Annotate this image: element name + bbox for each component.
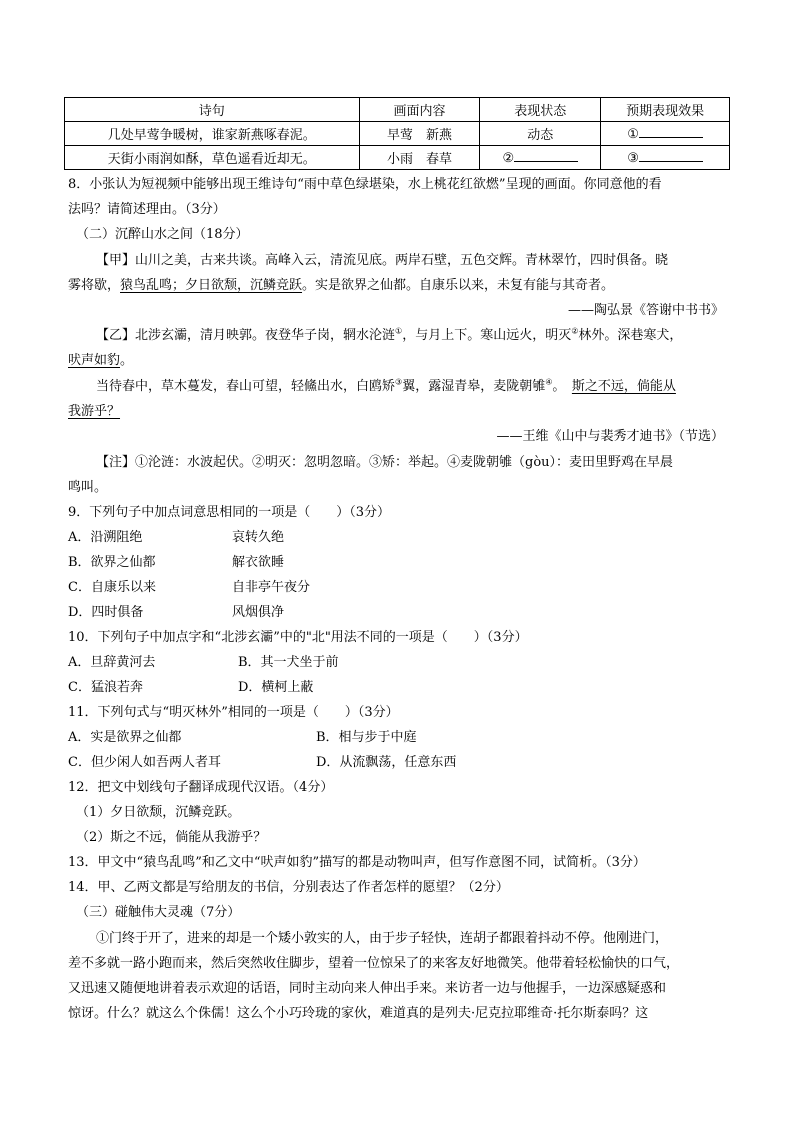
section-2-title: （二）沉醉山水之间（18分） xyxy=(76,227,249,242)
option-pair-text: 风烟俱净 xyxy=(232,605,285,620)
option-c[interactable]: C．但少闲人如吾两人者耳 xyxy=(68,755,221,770)
poem-table xyxy=(64,97,730,170)
footnote-marker: ① xyxy=(395,326,403,336)
passage-jia-source: ——陶弘景《答谢中书书》 xyxy=(567,303,724,318)
question-9-stem: 9．下列句子中加点词意思相同的一项是（ ）（3分） xyxy=(68,505,391,520)
table-header-cell: 诗句 xyxy=(65,98,360,122)
question-13: 13．甲文中“猿鸟乱鸣”和乙文中“吠声如豹”描写的都是动物叫声，但写作意图不同，试简析。（3分） xyxy=(68,855,646,870)
note-line-1: 【注】①沦涟：水波起伏。②明灭：忽明忽暗。③矫：举起。④麦陇朝雊（gòu）：麦田里野鸡在早晨 xyxy=(96,455,674,470)
question-14: 14．甲、乙两文都是写给朋友的书信，分别表达了作者怎样的愿望？（2分） xyxy=(68,880,509,895)
table-cell-blank[interactable] xyxy=(601,146,730,170)
option-c[interactable]: C．猛浪若奔 xyxy=(68,680,143,695)
passage-yi-line-2 xyxy=(68,351,133,371)
text-span: 林外。深巷寒犬， xyxy=(578,328,683,343)
question-11-stem: 11．下列句式与“明灭林外”相同的一项是（ ）（3分） xyxy=(68,705,399,720)
option-pair-text: 自非亭午夜分 xyxy=(232,580,311,595)
question-11-options-row-1 xyxy=(68,728,417,748)
answer-blank[interactable] xyxy=(639,149,703,162)
question-10-options-row-1 xyxy=(68,653,339,673)
text-span: 。 xyxy=(120,353,134,368)
underlined-sentence: 猿鸟乱鸣；夕日欲颓，沉鳞竞跃 xyxy=(120,278,303,293)
table-cell: 早莺 新燕 xyxy=(359,122,480,146)
passage-jia-line-2 xyxy=(68,276,614,296)
blank-number: ① xyxy=(627,127,639,142)
question-11-options-row-2 xyxy=(68,753,457,773)
answer-blank[interactable] xyxy=(639,125,703,138)
passage-yi-source: ——王维《山中与裴秀才迪书》（节选） xyxy=(496,429,724,444)
question-10-options-row-2 xyxy=(68,678,314,698)
question-9-option-c[interactable] xyxy=(68,578,311,598)
passage-paragraph-line-2: 差不多就一路小跑而来，然后突然收住脚步，望着一位惊呆了的来客友好地微笑。他带着轻松愉快的口气， xyxy=(68,956,680,971)
table-cell-blank[interactable] xyxy=(480,146,601,170)
table-cell: 几处早莺争暖树，谁家新燕啄春泥。 xyxy=(65,122,360,146)
underlined-sentence: 我游乎？ xyxy=(68,404,121,419)
option-d[interactable]: D．横柯上蔽 xyxy=(238,680,314,695)
section-3-title: （三）碰触伟大灵魂（7分） xyxy=(76,905,241,920)
passage-jia-line-1: 【甲】山川之美，古来共谈。高峰入云，清流见底。两岸石壁，五色交辉。青林翠竹，四时俱备。晓 xyxy=(96,253,669,268)
question-10-stem: 10．下列句子中加点字和“北涉玄灞”中的"北"用法不同的一项是（ ）（3分） xyxy=(68,630,528,645)
footnote-marker: ② xyxy=(571,326,579,336)
passage-yi-line-3 xyxy=(96,377,676,397)
table-header-cell: 画面内容 xyxy=(359,98,480,122)
question-12-sentence-2: （2）斯之不远，倘能从我游乎？ xyxy=(76,830,267,845)
table-header-row xyxy=(65,98,730,122)
option-pair-text: 解衣欲睡 xyxy=(232,555,285,570)
passage-yi-line-1 xyxy=(96,326,682,346)
table-header-cell: 表现状态 xyxy=(480,98,601,122)
option-a[interactable]: A．旦辞黄河去 xyxy=(68,655,156,670)
table-row xyxy=(65,146,730,170)
option-text: A．沿溯阻绝 xyxy=(68,530,143,545)
underlined-sentence: 吠声如豹 xyxy=(68,353,121,368)
text-span: ，与月上下。寒山远火，明灭 xyxy=(402,328,572,343)
table-cell-blank[interactable] xyxy=(601,122,730,146)
option-pair-text: 哀转久绝 xyxy=(232,530,285,545)
answer-blank[interactable] xyxy=(514,149,578,162)
option-b[interactable]: B．相与步于中庭 xyxy=(316,730,417,745)
text-span: 当待春中，草木蔓发，春山可望，轻鯈出水，白鸥矫 xyxy=(96,379,396,394)
option-text: D．四时俱备 xyxy=(68,605,144,620)
passage-paragraph-line-1: ①门终于开了，进来的却是一个矮小敦实的人，由于步子轻快，连胡子都跟着抖动不停。他刚进门， xyxy=(96,931,669,946)
question-9-option-b[interactable] xyxy=(68,553,285,573)
passage-paragraph-line-4: 惊讶。什么？就这么个侏儒！这么个小巧玲珑的家伙，难道真的是列夫·尼克拉耶维奇·托尔斯泰吗？这 xyxy=(68,1006,649,1021)
table-row xyxy=(65,122,730,146)
table-cell: 动态 xyxy=(480,122,601,146)
option-text: B．欲界之仙都 xyxy=(68,555,156,570)
blank-number: ② xyxy=(502,151,515,166)
underlined-sentence: 斯之不远，倘能从 xyxy=(571,379,676,394)
text-span: 【乙】北涉玄灞，清月映郭。夜登华子岗，辋水沦涟 xyxy=(96,328,396,343)
text-span: 雾将歇， xyxy=(68,278,121,293)
question-12-stem: 12．把文中划线句子翻译成现代汉语。（4分） xyxy=(68,780,334,795)
text-span: 。实是欲界之仙都。自康乐以来，未复有能与其奇者。 xyxy=(302,278,615,293)
footnote-marker: ④ xyxy=(545,377,553,387)
table-cell: 小雨 春草 xyxy=(359,146,480,170)
passage-paragraph-line-3: 又迅速又随便地讲着表示欢迎的话语，同时主动向来人伸出手来。来访者一边与他握手，一边深感疑惑和 xyxy=(68,981,667,996)
option-b[interactable]: B．其一犬坐于前 xyxy=(238,655,339,670)
question-12-sentence-1: （1）夕日欲颓，沉鳞竞跃。 xyxy=(76,805,241,820)
question-9-option-a[interactable] xyxy=(68,528,285,548)
question-9-option-d[interactable] xyxy=(68,603,285,623)
question-8-line-1: 8．小张认为短视频中能够出现王维诗句“雨中草色绿堪染，水上桃花红欲燃”呈现的画面。你同意他的看 xyxy=(68,177,662,192)
table-header-cell: 预期表现效果 xyxy=(601,98,730,122)
note-line-2: 鸣叫。 xyxy=(68,480,108,495)
option-text: C．自康乐以来 xyxy=(68,580,156,595)
blank-number: ③ xyxy=(627,151,639,166)
option-a[interactable]: A．实是欲界之仙都 xyxy=(68,730,182,745)
text-span: 翼，露湿青皋，麦陇朝雊 xyxy=(402,379,546,394)
question-8-line-2: 法吗？请简述理由。（3分） xyxy=(68,202,226,217)
text-span: 。 xyxy=(552,379,559,394)
table-cell: 天街小雨润如酥，草色遥看近却无。 xyxy=(65,146,360,170)
passage-yi-line-4 xyxy=(68,402,120,422)
option-d[interactable]: D．从流飘荡，任意东西 xyxy=(316,755,457,770)
footnote-marker: ③ xyxy=(395,377,403,387)
